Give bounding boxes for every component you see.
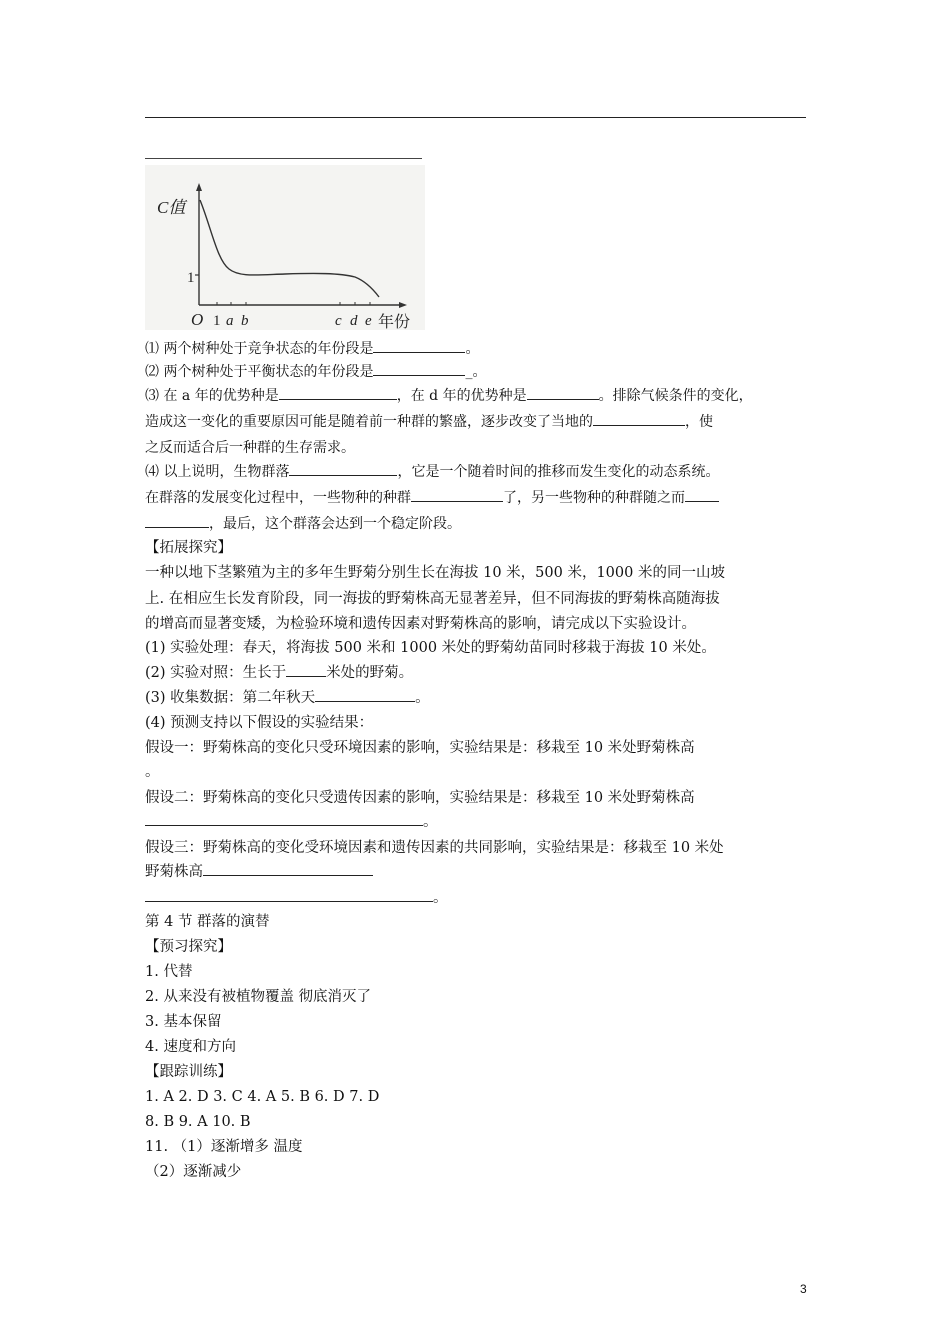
question-1: ⑴ 两个树种处于竞争状态的年份段是 。 [145, 337, 479, 361]
question-4-line-2: 在群落的发展变化过程中，一些物种的种群 了，另一些物种的种群随之而 [145, 486, 719, 510]
q11-answer: （2）逐渐减少 [145, 1164, 242, 1180]
answer-blank[interactable] [203, 861, 373, 876]
answer-blank[interactable] [279, 385, 397, 400]
question-4: ⑷ 以上说明，生物群落 ，它是一个随着时间的推移而发生变化的动态系统。 [145, 460, 719, 484]
tracking-heading: 【跟踪训练】 [145, 1064, 232, 1080]
x-axis-label: 年份 [378, 312, 411, 330]
origin-label: O [191, 310, 204, 329]
section-title: 第 4 节 群落的演替 [145, 914, 270, 930]
question-4-line-3: ，最后，这个群落会达到一个稳定阶段。 [145, 512, 461, 536]
x-tick-label: b [241, 313, 249, 329]
experiment-step-2: (2) 实验对照：生长于 米处的野菊。 [145, 661, 413, 685]
answer-blank[interactable] [373, 361, 465, 376]
answer-blank[interactable] [315, 687, 415, 702]
x-tick-label: e [365, 313, 372, 329]
x-tick-label: 1 [213, 313, 221, 329]
mc-answers: 8. B 9. A 10. B [145, 1114, 251, 1130]
answer-blank[interactable] [593, 411, 685, 426]
preview-answer: 2. 从来没有被植物覆盖 彻底消灭了 [145, 989, 372, 1005]
experiment-step-3: (3) 收集数据：第二年秋天 。 [145, 686, 430, 710]
question-2: ⑵ 两个树种处于平衡状态的年份段是 _。 [145, 360, 486, 384]
answer-blank[interactable] [527, 385, 599, 400]
answer-blank[interactable] [289, 461, 397, 476]
experiment-step-1: (1) 实验处理：春天，将海拔 500 米和 1000 米处的野菊幼苗同时移栽于海拔 10 米处。 [145, 640, 716, 656]
question-text: ⑵ 两个树种处于平衡状态的年份段是 [145, 364, 374, 380]
answer-blank[interactable] [145, 887, 433, 902]
hypothesis-2: 假设二：野菊株高的变化只受遗传因素的影响，实验结果是：移栽至 10 米处野菊株高 [145, 790, 695, 806]
question-3: ⑶ 在 a 年的优势种是 ，在 d 年的优势种是 。排除气候条件的变化， [145, 384, 753, 408]
hypothesis-3-line-2: 野菊株高 [145, 860, 373, 884]
question-3-line-2: 造成这一变化的重要原因可能是随着前一种群的繁盛，逐步改变了当地的 ，使 [145, 410, 713, 434]
extension-paragraph: 一种以地下茎繁殖为主的多年生野菊分别生长在海拔 10 米，500 米，1000 米的同一山坡 [145, 565, 725, 581]
hypothesis-3-blank: 。 [145, 886, 448, 910]
hypothesis-2-blank: 。 [145, 810, 438, 834]
answer-blank[interactable] [286, 662, 326, 677]
section-rule [145, 158, 422, 159]
mc-answers: 1. A 2. D 3. C 4. A 5. B 6. D 7. D [145, 1089, 380, 1105]
extension-paragraph: 上. 在相应生长发育阶段，同一海拔的野菊株高无显著差异，但不同海拔的野菊株高随海拔 [145, 591, 720, 607]
answer-blank[interactable] [411, 487, 503, 502]
answer-blank[interactable] [685, 487, 719, 502]
answer-blank[interactable] [145, 811, 423, 826]
preview-answer: 4. 速度和方向 [145, 1039, 236, 1055]
hypothesis-1: 假设一：野菊株高的变化只受环境因素的影响，实验结果是：移栽至 10 米处野菊株高 [145, 740, 695, 756]
preview-answer: 1. 代替 [145, 964, 193, 980]
extension-paragraph: 的增高而显著变矮，为检验环境和遗传因素对野菊株高的影响，请完成以下实验设计。 [145, 616, 696, 632]
y-tick-label: 1 [187, 270, 195, 286]
x-tick-label: d [350, 313, 358, 329]
preview-heading: 【预习探究】 [145, 939, 232, 955]
question-3-line-3: 之反而适合后一种群的生存需求。 [145, 440, 355, 456]
hypothesis-3: 假设三：野菊株高的变化受环境因素和遗传因素的共同影响，实验结果是：移栽至 10 米处 [145, 840, 724, 856]
x-tick-label: a [226, 313, 234, 329]
y-axis-label: C值 [157, 198, 186, 217]
answer-blank[interactable] [373, 338, 465, 353]
x-tick-label: c [335, 313, 342, 329]
c-value-graph [145, 165, 425, 330]
preview-answer: 3. 基本保留 [145, 1014, 222, 1030]
header-rule [145, 117, 806, 118]
q11-answer: 11. （1）逐渐增多 温度 [145, 1139, 303, 1155]
extension-heading: 【拓展探究】 [145, 540, 232, 556]
experiment-step-4: (4) 预测支持以下假设的实验结果： [145, 715, 374, 731]
answer-blank[interactable] [145, 513, 209, 528]
page-number: 3 [800, 1282, 807, 1296]
question-text: ⑴ 两个树种处于竞争状态的年份段是 [145, 341, 374, 357]
hypothesis-1-end: 。 [145, 764, 160, 780]
